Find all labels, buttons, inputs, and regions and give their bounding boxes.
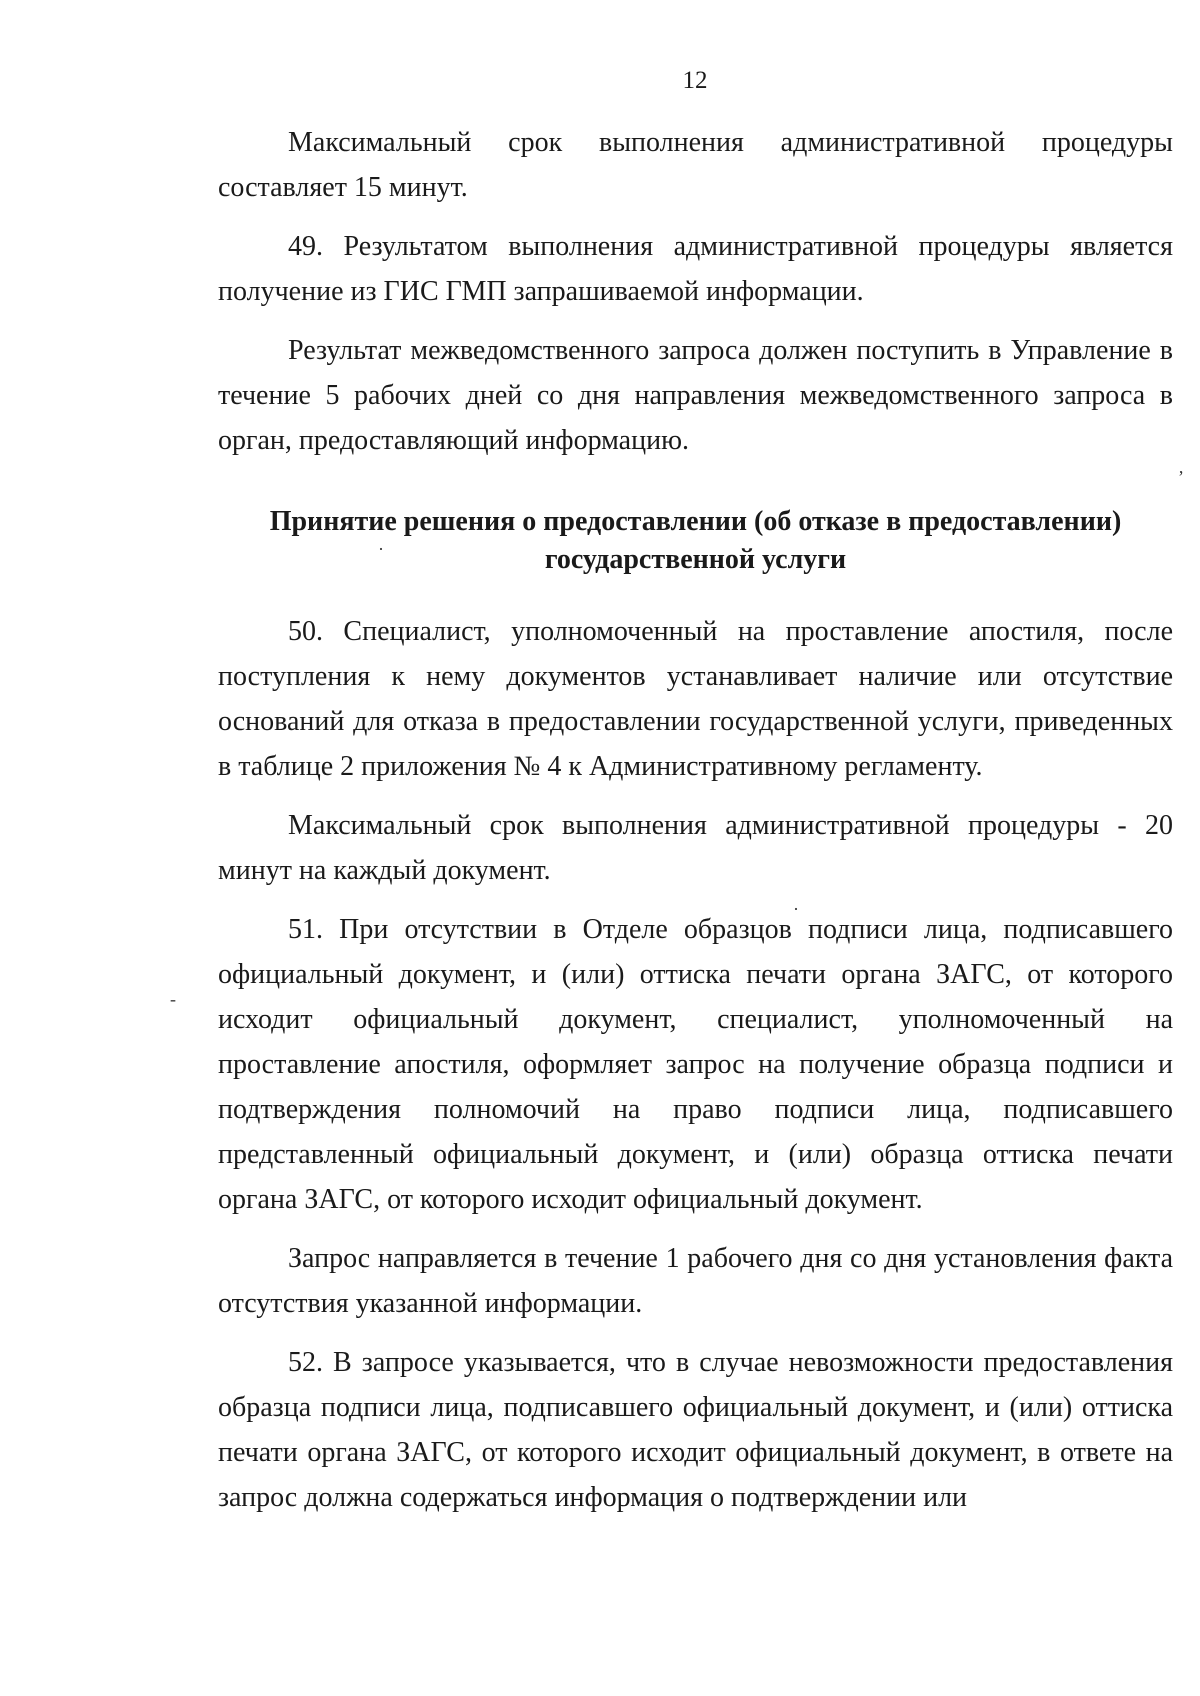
section-heading-line-2: государственной услуги (544, 544, 847, 575)
paragraph-51: 51. При отсутствии в Отделе образцов подписи лица, подписавшего официальный документ, и (или) оттиска печати органа ЗАГС, от которого исходит официальный документ, специалист, уполномоченный на проставление апостиля, оформляет запрос на получение образца подписи и подтверждения полномочий на право подписи лица, подписавшего представленный официальный документ, и (или) образца оттиска печати органа ЗАГС, от которого исходит официальный документ. (218, 914, 1173, 1215)
paragraph-52: 52. В запросе указывается, что в случае невозможности предоставления образца подписи лица, подписавшего официальный документ, и (или) оттиска печати органа ЗАГС, от которого исходит официальный документ, в ответе на запрос должна содержаться информация о подтверждении или (218, 1347, 1173, 1513)
paragraph-request-sent: Запрос направляется в течение 1 рабочего дня со дня установления факта отсутствия указанной информации. (218, 1243, 1173, 1319)
paragraph-max-time-15: Максимальный срок выполнения административной процедуры составляет 15 минут. (218, 127, 1173, 203)
paragraph-50: 50. Специалист, уполномоченный на проставление апостиля, после поступления к нему документов устанавливает наличие или отсутствие оснований для отказа в предоставлении государственной услуги, приведенных в таблице 2 приложения № 4 к Административному регламенту. (218, 616, 1173, 782)
section-heading-line-1: Принятие решения о предоставлении (об отказе в предоставлении) (269, 506, 1122, 537)
section-heading (218, 503, 1173, 579)
document-body (218, 120, 1173, 1530)
scan-speck: - (170, 989, 176, 1009)
paragraph-interagency-result: Результат межведомственного запроса должен поступить в Управление в течение 5 рабочих дней со дня направления межведомственного запроса в орган, предоставляющий информацию. (218, 335, 1173, 456)
page-number: 12 (682, 67, 708, 94)
scan-speck: · (793, 899, 799, 919)
scan-speck: ‚ (1178, 457, 1184, 477)
scan-speck: · (378, 539, 384, 559)
paragraph-49: 49. Результатом выполнения административной процедуры является получение из ГИС ГМП запрашиваемой информации. (218, 231, 1173, 307)
paragraph-max-time-20: Максимальный срок выполнения административной процедуры - 20 минут на каждый документ. (218, 810, 1173, 886)
